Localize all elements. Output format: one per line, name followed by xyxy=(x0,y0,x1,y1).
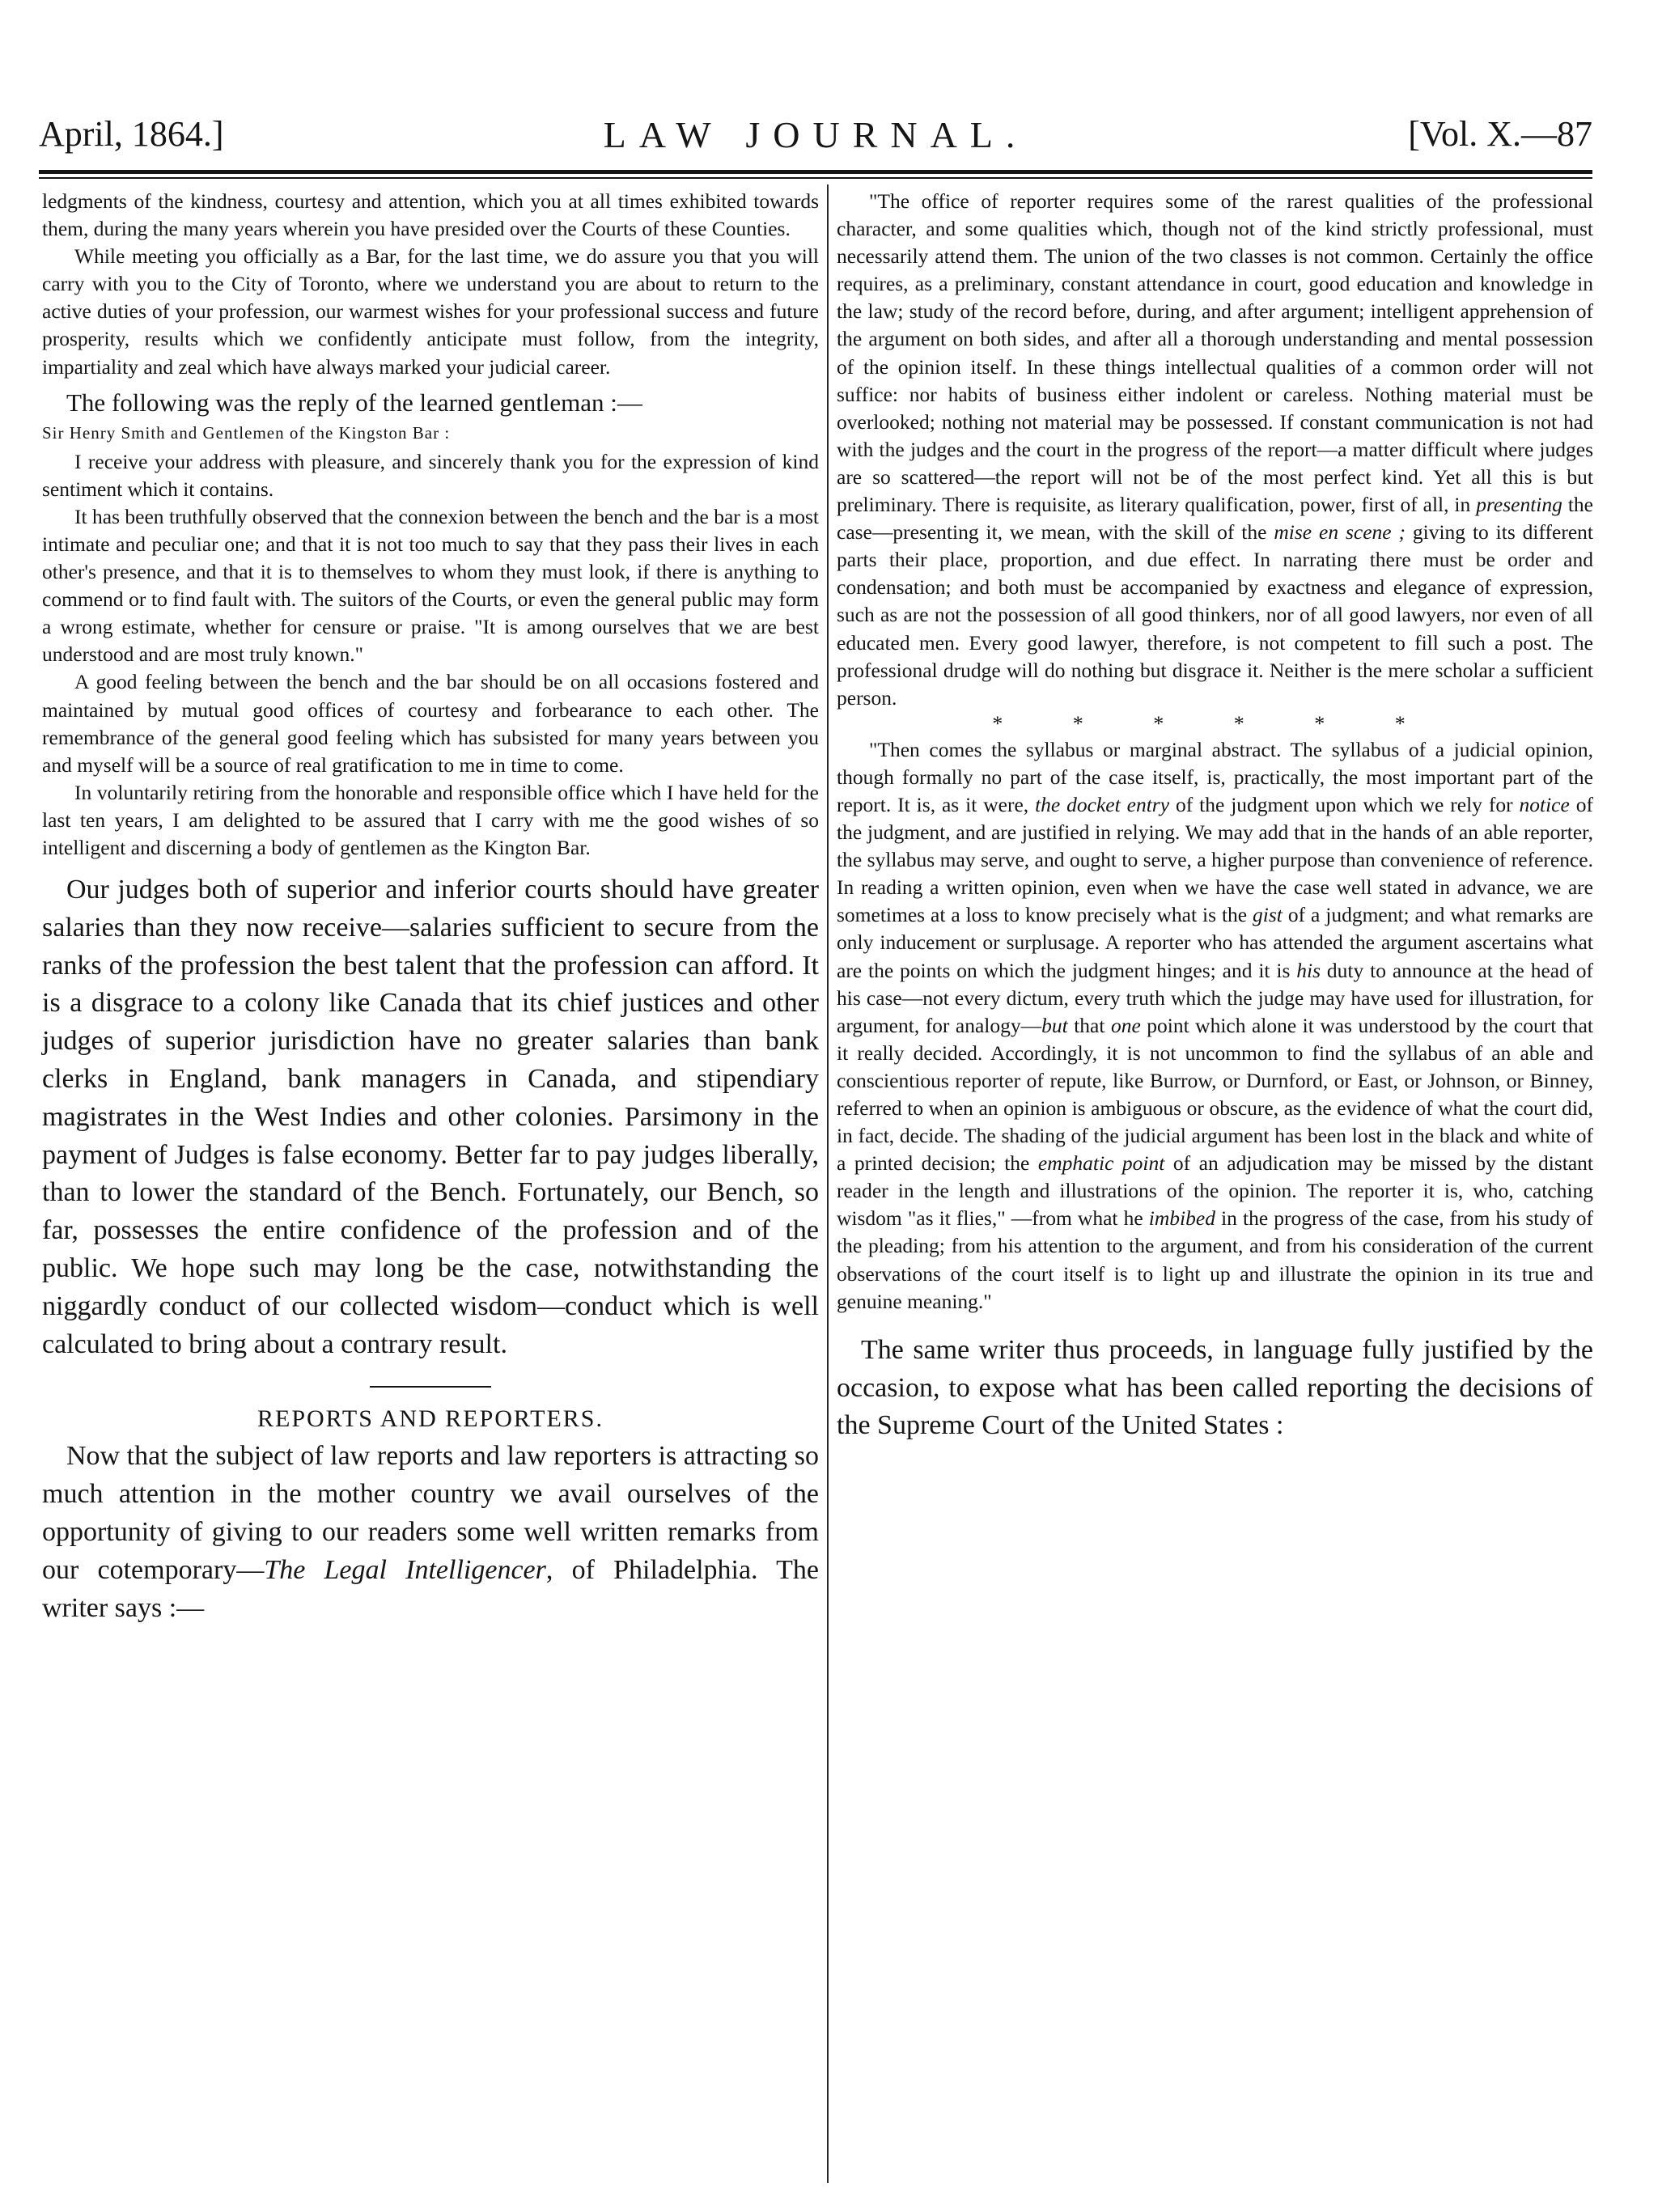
column-divider xyxy=(827,184,829,2183)
quote-text: duty to announce at the head of his case—not every dictum, every truth which the judge may have used for illustration, for argument, for analogy— xyxy=(837,958,1594,1037)
quote-emphasis: notice xyxy=(1519,792,1570,816)
quote-text: that xyxy=(1067,1013,1111,1037)
right-column xyxy=(837,188,1593,1445)
quote-text: of the judgment upon which we rely for xyxy=(1169,792,1520,816)
editorial-judges-salaries: Our judges both of superior and inferior courts should have greater salaries than they now receive—salaries sufficient to secure from the ranks of the profession the best talent that the profession can afford. It is a disgrace to a colony like Canada that its chief justices and other judges of superior jurisdiction have no greater salaries than bank clerks in England, bank managers in Canada, and stipendiary magistrates in the West Indies and other colonies. Parsimony in the payment of Judges is false economy. Better far to pay judges liberally, than to lower the standard of the Bench. Fortunately, our Bench, so far, possesses the entire confidence of the profession and of the public. We hope such may long be the case, notwithstanding the niggardly conduct of our collected wisdom—conduct which is well calculated to bring about a contrary result. xyxy=(42,875,819,1359)
left-column xyxy=(42,188,819,1627)
quote-office-of-reporter xyxy=(837,188,1593,712)
address-paragraph-end: ledgments of the kindness, courtesy and attention, which you at all times exhibited towards them, during the many years wherein you have presided over the Courts of these Counties. xyxy=(42,189,819,241)
ellipsis-stars: * * * * * * xyxy=(992,711,1438,735)
section-title: REPORTS AND REPORTERS. xyxy=(257,1405,604,1433)
reply-salutation: Sir Henry Smith and Gentlemen of the Kingston Bar : xyxy=(42,422,451,443)
volume-page: [Vol. X.—87 xyxy=(1408,114,1592,154)
reports-intro-paragraph xyxy=(42,1438,819,1627)
quote-text: of a judgment; and what remarks are only inducement or surplusage. A reporter who has attended the argument ascertains what are the points on which the judgment hinges; and it is xyxy=(837,903,1594,982)
reply-paragraph-4: In voluntarily retiring from the honorable and responsible office which I have held for the last ten years, I am delighted to be assured that I carry with me the good wishes of so intelligent and discerning a body of gentlemen as the Kington Bar. xyxy=(42,780,819,859)
quote-emphasis: presenting xyxy=(1476,493,1562,517)
address-paragraph: While meeting you officially as a Bar, for the last time, we do assure you that you will carry with you to the City of Toronto, where we understand you are about to return to the active duties of your profession, our warmest wishes for your professional success and future prosperity, results which we confidently anticipate must follow, from the integrity, impartiality and zeal which have always marked your judicial career. xyxy=(42,244,819,379)
quote-emphasis: emphatic point xyxy=(1037,1151,1165,1176)
quote-emphasis: but xyxy=(1041,1013,1068,1037)
quote-text: of an adjudication may be missed by the distant reader in the length and illustrations of the opinion. The reporter it is, who, catching wisdom "as it flies," —from what he xyxy=(837,1151,1594,1231)
reply-intro: The following was the reply of the learned gentleman :— xyxy=(66,388,642,417)
quote-text: point which alone it was understood by the court that it really decided. Accordingly, it is not uncommon to find the syllabus of an able and conscientious reporter of repute, like Burrow, or Durnford, or East, or Johnson, or Binney, referred to when an opinion is ambiguous or obscure, as the evidence of what the court did, in fact, decide. The shading of the judicial argument has been lost in the black and white of a printed decision; the xyxy=(837,1013,1594,1176)
quote-text: "The office of reporter requires some of the rarest qualities of the professional character, and some qualities which, though not of the kind strictly professional, must necessarily attend them. The union of the two classes is not common. Certainly the office requires, as a preliminary, constant attendance in court, good education and knowledge in the law; study of the record before, during, and after argument; intelligent apprehension of the argument on both sides, and after all a thorough understanding and mental possession of the opinion itself. In these things intellectual qualities of a common order will not suffice: nor habits of business either indolent or careless. Nothing material must be overlooked; nothing not material may be possessed. If constant communication is not had with the judges and the court in the progress of the report—a matter difficult where judges are so scattered—the report will not be of the most perfect kind. Yet all this is but preliminary. There is requisite, as literary qualification, power, first of all, in xyxy=(837,189,1593,517)
quote-text: "Then comes the syllabus or marginal abstract. The syllabus of a judicial opinion, though formally no part of the case itself, is, practically, the most important part of the report. It is, as it were, xyxy=(837,737,1593,816)
running-header xyxy=(39,113,1592,162)
header-rule-thin xyxy=(39,177,1592,179)
quote-text: the case—presenting it, we mean, with the skill of the xyxy=(837,493,1593,545)
quote-emphasis: mise en scene ; xyxy=(1274,520,1406,545)
quote-emphasis: one xyxy=(1110,1013,1141,1037)
quote-text: giving to its different parts their place, proportion, and due effect. In narrating there must be order and condensation; and both must be accompanied by exactness and elegance of expression, such as are not the possession of all good thinkers, nor of all good lawyers, nor even of all educated men. Every good lawyer, therefore, is not competent to fill such a post. The professional drudge will do nothing but disgrace it. Neither is the mere scholar a sufficient person. xyxy=(837,520,1593,710)
quote-emphasis: the docket entry xyxy=(1035,792,1170,816)
reports-intro-tail: , of Philadelphia. The writer says :— xyxy=(42,1554,819,1623)
reports-intro-text: Now that the subject of law reports and law reporters is attracting so much attention in the mother country we avail ourselves of the opportunity of giving to our readers some well written remarks from our cotemporary— xyxy=(42,1441,819,1585)
reports-source-title: The Legal Intelligencer xyxy=(264,1554,546,1585)
reply-paragraph-2: It has been truthfully observed that the connexion between the bench and the bar is a most intimate and peculiar one; and that it is not too much to say that they pass their lives in each other's presence, and that it is to themselves to whom they must look, if there is anything to commend or to find fault with. The suitors of the Courts, or even the general public may form a wrong estimate, whether for censure or praise. "It is among ourselves that we are best understood and are most truly known." xyxy=(42,504,819,667)
journal-title: LAW JOURNAL. xyxy=(603,114,1028,155)
header-rule-thick xyxy=(39,170,1592,174)
quote-emphasis: gist xyxy=(1253,903,1283,927)
quote-emphasis: imbibed xyxy=(1148,1206,1215,1231)
reply-paragraph-3: A good feeling between the bench and the bar should be on all occasions fostered and maintained by mutual good offices of courtesy and forbearance to each other. The remembrance of the general good feeling which has subsisted for many years between you and myself will be a source of real gratification to me in time to come. xyxy=(42,670,819,777)
quote-text: of the judgment, and are justified in relying. We may add that in the hands of an able reporter, the syllabus may serve, and ought to serve, a higher purpose than convenience of reference. In reading a written opinion, even when we have the case well stated in advance, we are sometimes at a loss to know precisely what is the xyxy=(837,792,1593,927)
quote-text: in the progress of the case, from his study of the pleading; from his attention to the argument, and from his consideration of the current observations of the court itself is to light up and illustrate the opinion in its true and genuine meaning." xyxy=(837,1206,1593,1313)
quote-emphasis: his xyxy=(1296,958,1321,982)
closing-paragraph: The same writer thus proceeds, in language fully justified by the occasion, to expose what has been called reporting the decisions of the Supreme Court of the United States : xyxy=(837,1334,1593,1441)
section-divider xyxy=(370,1386,491,1388)
quote-syllabus xyxy=(837,736,1593,1316)
issue-date: April, 1864.] xyxy=(39,114,224,154)
reply-paragraph-1: I receive your address with pleasure, and sincerely thank you for the expression of kind sentiment which it contains. xyxy=(42,449,819,501)
